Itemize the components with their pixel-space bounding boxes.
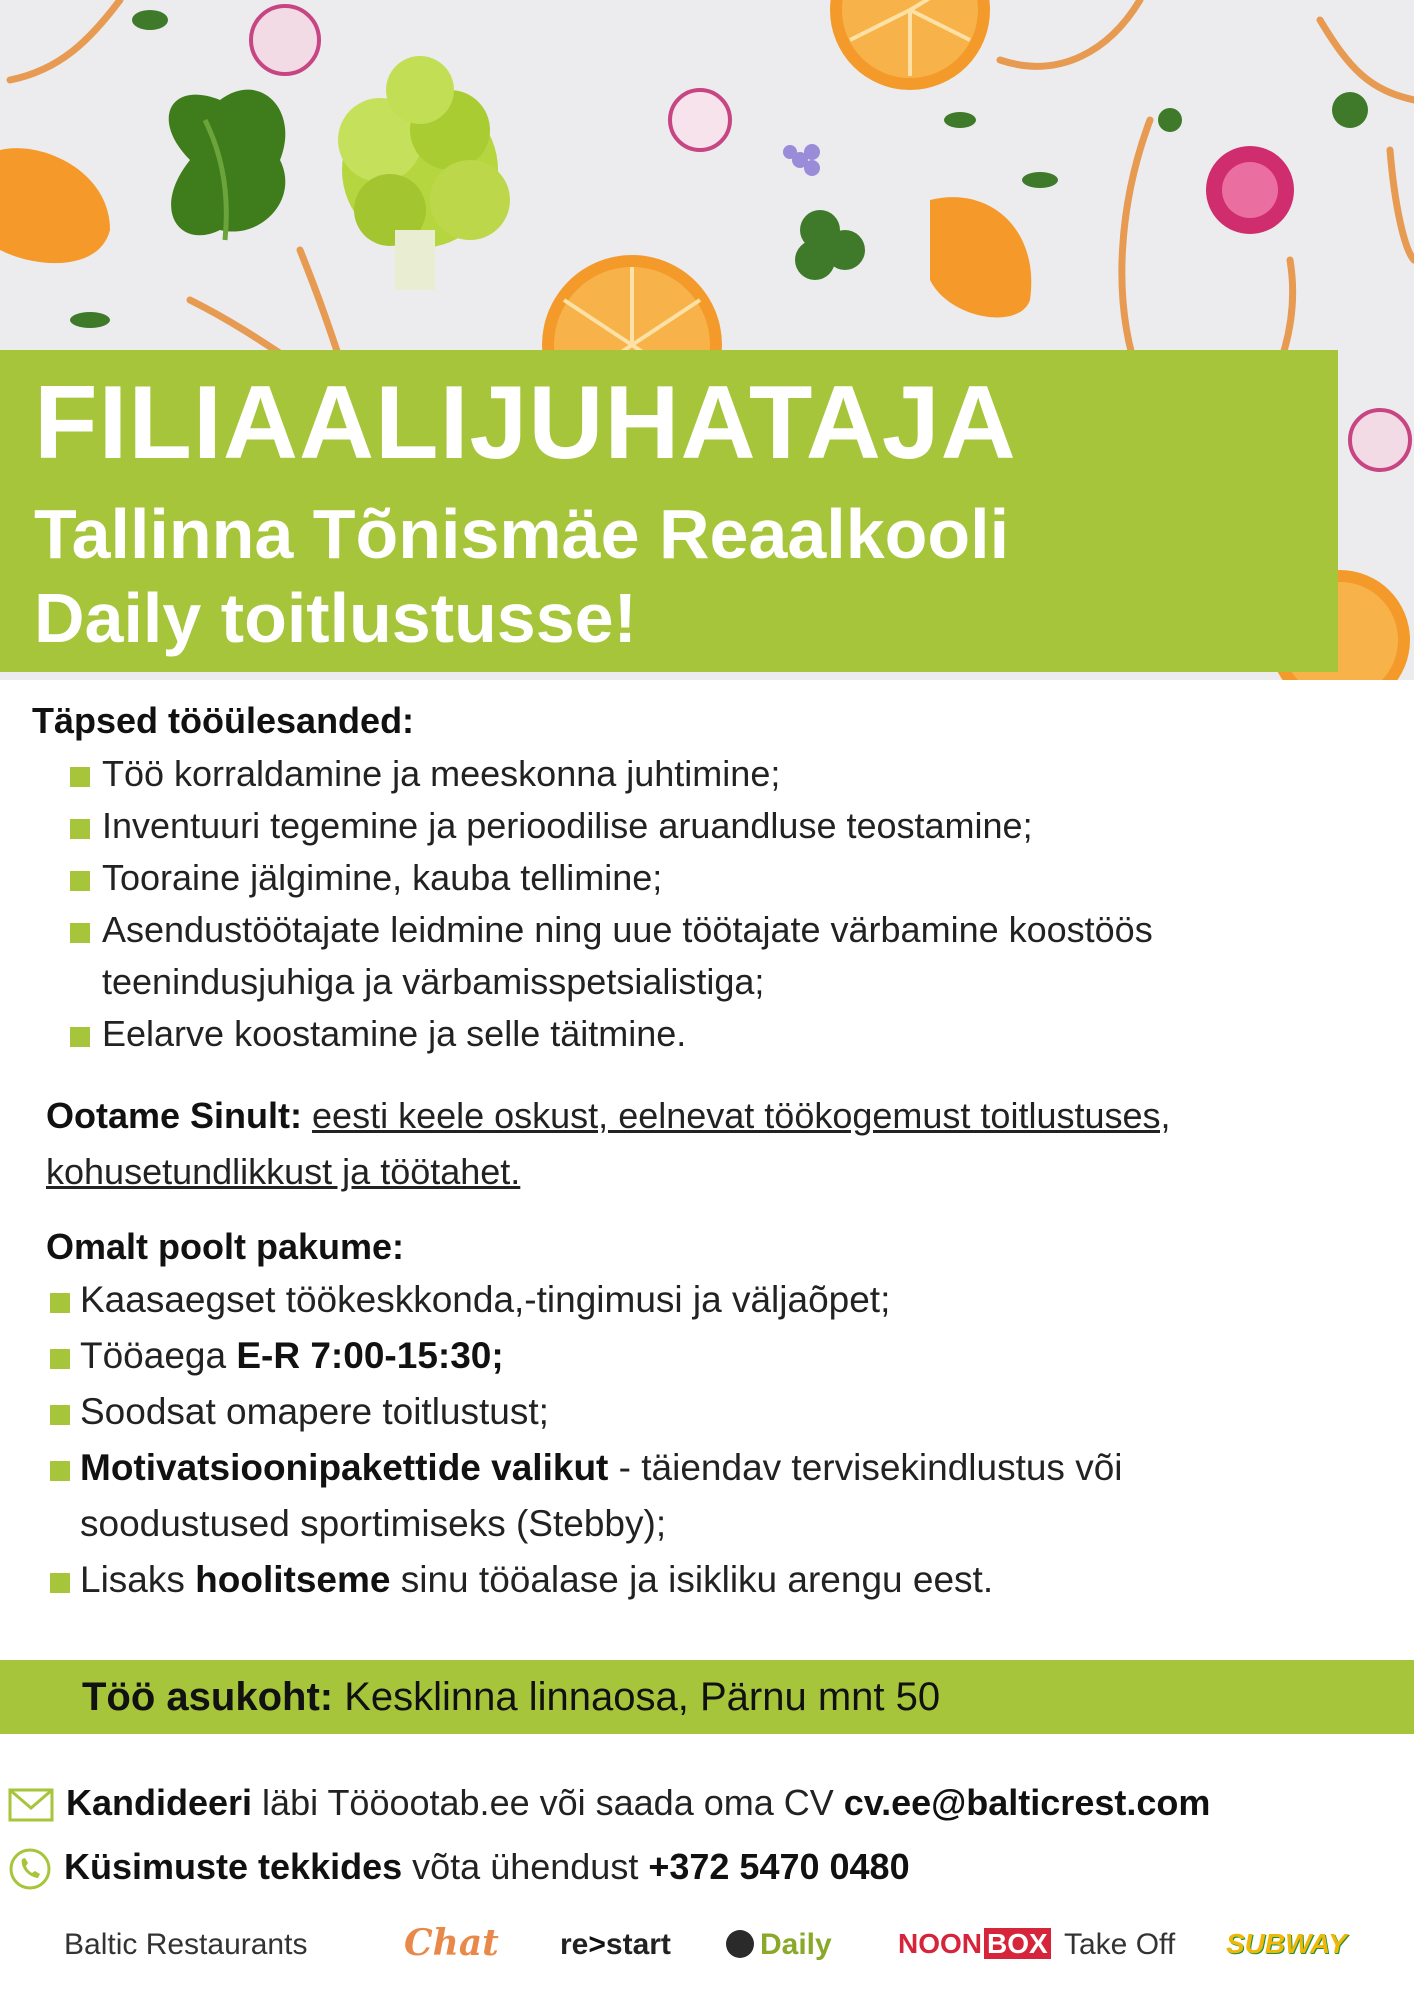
bullet-icon: [70, 767, 90, 787]
tasks-list: [32, 748, 1372, 1060]
list-item: Lisaks hoolitseme sinu tööalase ja isikliku arengu eest.: [0, 1552, 1386, 1608]
questions-line: [8, 1844, 910, 1891]
offer-section: [46, 1226, 1386, 1608]
bullet-icon: [50, 1405, 70, 1425]
kale: [169, 90, 286, 240]
radish-slice: [1350, 410, 1410, 470]
job-subtitle: [34, 492, 1009, 660]
restart-logo: re>start: [560, 1928, 671, 1961]
daily-icon: [726, 1930, 754, 1958]
flower: [783, 144, 820, 176]
title-banner: [0, 350, 1338, 672]
location-value: Kesklinna linnaosa, Pärnu mnt 50: [333, 1675, 941, 1719]
mandarin-segment: [930, 197, 1031, 317]
list-item: Soodsat omapere toitlustust;: [0, 1384, 1386, 1440]
orange-slice: [830, 0, 990, 90]
subtitle-line-2: Daily toitlustusse!: [34, 579, 637, 657]
list-item: Eelarve koostamine ja selle täitmine.: [32, 1008, 1372, 1060]
email-link[interactable]: cv.ee@balticrest.com: [843, 1782, 1211, 1823]
takeoff-logo: Take Off: [1064, 1928, 1176, 1961]
tasks-section: [32, 700, 1372, 1060]
bullet-icon: [70, 923, 90, 943]
expectations-text: eesti keele oskust, eelnevat töökogemust toitlustuses, kohusetundlikkust ja töötahet.: [46, 1095, 1171, 1192]
job-title: FILIAALIJUHATAJA: [34, 365, 1017, 481]
bullet-icon: [50, 1461, 70, 1481]
daily-logo: Daily: [726, 1928, 832, 1962]
noonbox-logo: NOON BOX: [898, 1928, 1051, 1960]
envelope-icon: [8, 1788, 54, 1822]
tasks-heading: Täpsed tööülesanded:: [32, 700, 415, 741]
subway-logo: SUBWAY: [1226, 1928, 1347, 1959]
list-item: Asendustöötajate leidmine ning uue töötajate värbamine koostöös teenindusjuhiga ja värbamisspetsialistiga;: [32, 904, 1252, 1008]
offer-heading: Omalt poolt pakume:: [46, 1226, 405, 1267]
expectations-label: Ootame Sinult:: [46, 1095, 303, 1136]
questions-text: võta ühendust: [402, 1846, 649, 1887]
subtitle-line-1: Tallinna Tõnismäe Reaalkooli: [34, 495, 1010, 573]
location-text: [82, 1670, 940, 1724]
list-item: Töö korraldamine ja meeskonna juhtimine;: [32, 748, 1372, 800]
bullet-icon: [50, 1293, 70, 1313]
bullet-icon: [70, 819, 90, 839]
mandarin-segment: [0, 148, 110, 263]
radish-slice: [670, 90, 730, 150]
chat-logo: Chat: [404, 1922, 499, 1964]
bullet-icon: [70, 1027, 90, 1047]
apply-text: läbi Tööootab.ee või saada oma CV: [252, 1782, 844, 1823]
location-bar: [0, 1660, 1414, 1734]
romanesco: [338, 56, 510, 290]
apply-label: Kandideeri: [66, 1782, 253, 1823]
offer-list: [0, 1272, 1386, 1608]
bullet-icon: [50, 1349, 70, 1369]
questions-label: Küsimuste tekkides: [64, 1846, 403, 1887]
brand-logos: [0, 1920, 1414, 1980]
phone-number[interactable]: +372 5470 0480: [648, 1846, 910, 1887]
bullet-icon: [70, 871, 90, 891]
baltic-restaurants-logo: Baltic Restaurants: [64, 1928, 308, 1961]
list-item: Tooraine jälgimine, kauba tellimine;: [32, 852, 1372, 904]
location-label: Töö asukoht:: [82, 1675, 334, 1719]
list-item: Kaasaegset töökeskkonda,-tingimusi ja väljaõpet;: [0, 1272, 1386, 1328]
phone-icon: [8, 1847, 52, 1891]
bullet-icon: [50, 1573, 70, 1593]
list-item: Inventuuri tegemine ja perioodilise aruandluse teostamine;: [32, 800, 1372, 852]
apply-line: [8, 1780, 1210, 1826]
list-item: Tööaega E-R 7:00-15:30;: [0, 1328, 1386, 1384]
expectations-section: [46, 1088, 1396, 1200]
list-item: Motivatsioonipakettide valikut - täiendav tervisekindlustus või soodustused sportimiseks (Stebby);: [0, 1440, 1300, 1552]
radish-slice: [251, 6, 319, 74]
